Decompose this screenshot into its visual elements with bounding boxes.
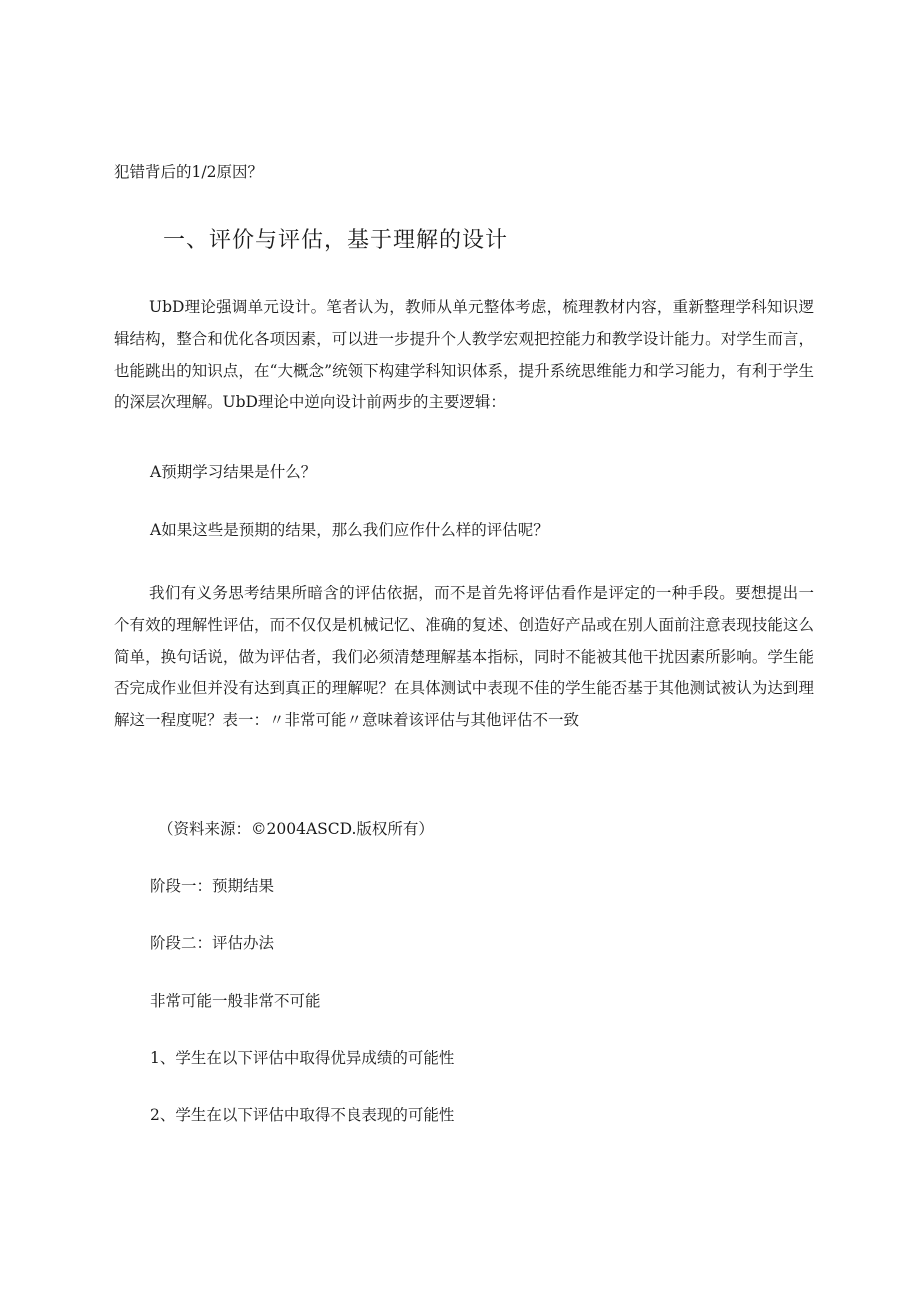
stage-one-label: 阶段一：预期结果: [150, 877, 275, 895]
likelihood-scale-labels: 非常可能一般非常不可能: [150, 992, 321, 1010]
section-heading: 一、评价与评估，基于理解的设计: [163, 228, 509, 253]
criterion-two: 2、学生在以下评估中取得不良表现的可能性: [150, 1106, 455, 1124]
source-note: （资料来源：©2004ASCD.版权所有）: [158, 820, 434, 838]
intro-line: 犯错背后的1/2原因？: [114, 163, 263, 181]
question-expected-results: A预期学习结果是什么？: [150, 463, 317, 481]
criterion-one: 1、学生在以下评估中取得优异成绩的可能性: [150, 1049, 455, 1067]
paragraph-ubd-theory: UbD理论强调单元设计。笔者认为，教师从单元整体考虑，梳理教材内容，重新整理学科知识逻辑结构，整合和优化各项因素，可以进一步提升个人教学宏观把控能力和教学设计能力。对学生而言，也能跳出的知识点，在“大概念”统领下构建学科知识体系，提升系统思维能力和学习能力，有利于学生的深层次理解。UbD理论中逆向设计前两步的主要逻辑：: [114, 298, 814, 412]
question-assessment: A如果这些是预期的结果，那么我们应作什么样的评估呢？: [150, 521, 549, 539]
paragraph-assessment-evidence: 我们有义务思考结果所暗含的评估依据，而不是首先将评估看作是评定的一种手段。要想提出一个有效的理解性评估，而不仅仅是机械记忆、准确的复述、创造好产品或在别人面前注意表现技能这么简单，换句话说，做为评估者，我们必须清楚理解基本指标，同时不能被其他干扰因素所影响。学生能否完成作业但并没有达到真正的理解呢？在具体测试中表现不佳的学生能否基于其他测试被认为达到理解这一程度呢？表一：〃非常可能〃意味着该评估与其他评估不一致: [114, 584, 814, 730]
stage-two-label: 阶段二：评估办法: [150, 934, 275, 952]
